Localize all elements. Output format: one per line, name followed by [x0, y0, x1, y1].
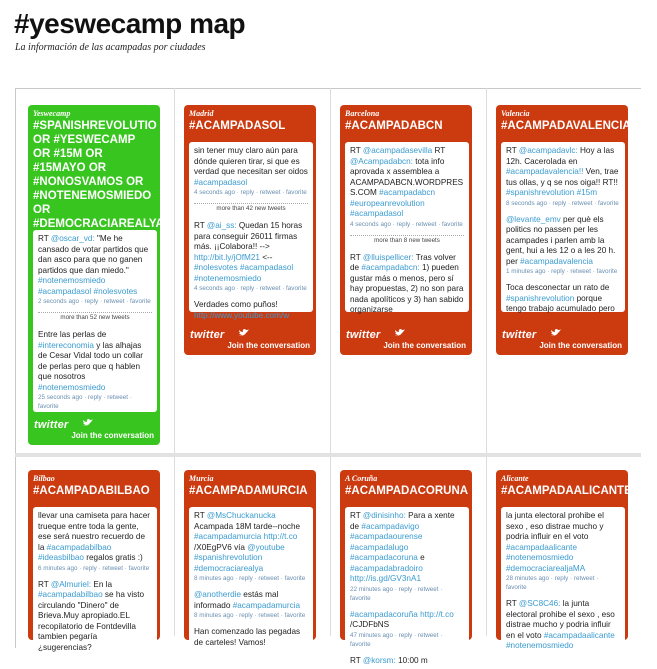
tweet-meta[interactable]: 4 seconds ago · reply · retweet · favorite	[194, 188, 308, 197]
tweet-link[interactable]: #spanishrevolution	[506, 188, 574, 197]
tweet-link[interactable]: #acampadacoruna	[350, 553, 418, 562]
widget-subtitle: Barcelona	[345, 108, 467, 119]
tweet-link[interactable]: @acampadasevilla	[363, 146, 432, 155]
widget-yeswecamp	[28, 105, 160, 445]
tweet-text: la junta electoral prohibe el sexo , eso distrae mucho y podria influir en el voto #acampadaalicante #notenemosmiedo #democraciarealjaMA	[506, 511, 620, 574]
tweet-link[interactable]: #15m	[577, 188, 597, 197]
twitter-logo[interactable]: twitter	[502, 329, 536, 341]
column-divider	[174, 88, 175, 636]
tweet	[189, 142, 313, 200]
tweet-link[interactable]: #acampadabcn:	[361, 263, 419, 272]
widget-subtitle: Murcia	[189, 473, 311, 484]
tweet-link[interactable]: @anotherdie	[194, 590, 241, 599]
widget-bilbao	[28, 470, 160, 640]
tweet-link[interactable]: @levante_emv	[506, 215, 561, 224]
tweet-link[interactable]: #europeanrevolution	[350, 199, 425, 208]
tweet-text: RT @acampadasevilla RT @Acampadabcn: tota info aprovada x assemblea a ACAMPADABCN.WORDPRESS.COM #acampadabcn #europeanrevolution #acampadasol	[350, 146, 464, 220]
tweet-link[interactable]: http://bit.ly/jOfM21	[194, 253, 260, 262]
tweet	[501, 595, 625, 655]
tweet	[33, 230, 157, 309]
tweet-text: Han comenzado las pegadas de carteles! Vamos!	[194, 627, 308, 648]
tweet-link[interactable]: #acampadalugo	[350, 543, 408, 552]
widget-coruna	[340, 470, 472, 640]
tweet-link[interactable]: #ideasbilbao	[38, 553, 84, 562]
widget-title-line[interactable]: #NOTENEMOSMIEDO	[33, 189, 155, 203]
twitter-bird-icon	[394, 328, 406, 338]
tweet-link[interactable]: @youtube	[247, 543, 284, 552]
tweet-link[interactable]: #acampadavigo	[361, 522, 419, 531]
tweet	[33, 326, 157, 414]
tweet-meta[interactable]: 4 seconds ago · reply · retweet · favorite	[350, 220, 464, 229]
tweet-text: RT @ai_ss: Quedan 15 horas para conseguir 26011 firmas más. ¡¡Colabora!! --> http://bit.ly/jOfM21 <-- #nolesvotes #acampadasol #notenemosmiedo	[194, 221, 308, 284]
tweet-text: RT @acampadavlc: Hoy a las 12h. Cacerolada en #acampadavalencia!! Ven, trae tus ollas, y q se nos oiga!! RT!! #spanishrevolution #15m	[506, 146, 620, 199]
column-divider	[330, 88, 331, 636]
tweet-link[interactable]: @korsm:	[363, 656, 396, 665]
tweet-list[interactable]	[345, 507, 469, 647]
tweet	[345, 507, 469, 606]
page-subtitle: La información de las acampadas por ciudades	[15, 42, 206, 53]
tweet-meta[interactable]: 6 minutes ago · reply · retweet · favorite	[38, 564, 152, 573]
tweet-text: RT @lluispellicer: Tras volver de #acampadabcn: 1) pueden gustar más o menos, pero sí hay propuestas, 2) no son para nada apolíticos y 3) han sabido organizarse	[350, 253, 464, 316]
tweet-text: @anotherdie estás mal informado #acampadamurcia	[194, 590, 308, 611]
tweet-link[interactable]: #acampadabilbao	[47, 543, 112, 552]
join-conversation-link[interactable]: Join the conversation	[71, 431, 154, 440]
tweet-meta[interactable]: 28 minutes ago · reply · retweet · favorite	[506, 574, 620, 592]
tweet-link[interactable]: #acampadaalicante	[544, 631, 615, 640]
tweet	[501, 211, 625, 280]
tweet-link[interactable]: #acampadamurcia	[194, 532, 261, 541]
tweet-link[interactable]: @acampadavlc:	[519, 146, 578, 155]
tweet-list[interactable]	[33, 230, 157, 412]
page-title: #yeswecamp map	[14, 8, 245, 40]
tweet-list[interactable]	[189, 507, 313, 647]
tweet	[189, 296, 313, 324]
widget-title[interactable]: #ACAMPADABILBAO	[33, 484, 155, 498]
tweet-link[interactable]: #acampadasol	[240, 263, 293, 272]
tweet-link[interactable]: #notenemosmiedo	[194, 274, 261, 283]
widget-subtitle: Valencia	[501, 108, 623, 119]
tweet-link[interactable]: http://is.gd/GV3nA1	[350, 574, 421, 583]
widget-footer	[340, 325, 472, 355]
tweet-link[interactable]: #acampadasol	[350, 209, 403, 218]
tweet-text: Entre las perlas de #intereconomia y las alhajas de Cesar Vidal todo un collar de perlas pero que q hablen que nosotros #notenemosmiedo	[38, 330, 152, 393]
tweet-link[interactable]: #acampadavalencia	[520, 257, 593, 266]
tweet-link[interactable]: #nolesvotes	[94, 287, 138, 296]
widget-title-line[interactable]: #NONOSVAMOS OR	[33, 175, 155, 189]
tweet	[189, 217, 313, 296]
tweet-link[interactable]: #acampadacoruña	[350, 610, 418, 619]
tweet-link[interactable]: http://www.youtube.com/w	[194, 311, 289, 320]
tweet-meta[interactable]: 8 seconds ago · reply · retweet · favorite	[506, 199, 620, 208]
widget-title[interactable]: #ACAMPADABCN	[345, 119, 467, 133]
tweet	[345, 606, 469, 652]
widget-footer	[496, 325, 628, 355]
tweet-link[interactable]: @lluispellicer:	[363, 253, 414, 262]
tweet-meta[interactable]: 4 seconds ago · reply · retweet · favorite	[194, 284, 308, 293]
twitter-logo[interactable]: twitter	[34, 419, 68, 431]
twitter-logo[interactable]: twitter	[190, 329, 224, 341]
widget-barcelona	[340, 105, 472, 355]
column-divider	[486, 88, 487, 636]
twitter-bird-icon	[550, 328, 562, 338]
widget-title[interactable]: #ACAMPADACORUNA	[345, 484, 467, 498]
join-conversation-link[interactable]: Join the conversation	[383, 341, 466, 350]
tweet-link[interactable]: #nolesvotes	[194, 263, 238, 272]
tweet	[33, 507, 157, 576]
join-conversation-link[interactable]: Join the conversation	[227, 341, 310, 350]
twitter-bird-icon	[238, 328, 250, 338]
widget-subtitle: Yeswecamp	[33, 108, 155, 119]
tweet-link[interactable]: #acampadamurcia	[233, 601, 300, 610]
tweet-link[interactable]: #acampadavalencia!!	[506, 167, 583, 176]
tweet-meta[interactable]: 1 minutes ago · reply · retweet · favorite	[506, 267, 620, 276]
tweet-text: RT @oscar_vd: "Me he cansado de votar partidos que dan asco para que no ganen partidos que dan miedo." #notenemosmiedo #acampadasol #nolesvotes	[38, 234, 152, 297]
tweet-link[interactable]: #spanishrevolution	[194, 553, 262, 562]
tweet-link[interactable]: @Almuriel:	[51, 580, 91, 589]
tweet-text: Verdades como puños! http://www.youtube.com/w	[194, 300, 308, 321]
tweet-link[interactable]: #notenemosmiedo	[38, 276, 105, 285]
tweet-link[interactable]: #democraciarealjaMA	[506, 564, 585, 573]
tweet-link[interactable]: #acampadasol	[194, 178, 247, 187]
widget-title-line[interactable]: #DEMOCRACIAREALYA	[33, 217, 155, 231]
more-tweets-link[interactable]: more than 52 new tweets	[38, 312, 152, 323]
tweet-link[interactable]: @SC8C46:	[519, 599, 561, 608]
tweet-link[interactable]: @ai_ss:	[207, 221, 237, 230]
tweet-link[interactable]: #acampadabradoiro	[350, 564, 423, 573]
widget-footer	[28, 415, 160, 445]
tweet-link[interactable]: #acampadabilbao	[38, 590, 103, 599]
widget-alicante	[496, 470, 628, 640]
tweet-list[interactable]	[501, 142, 625, 312]
tweet-list[interactable]	[33, 507, 157, 647]
tweet-link[interactable]: @MsChuckanucka	[207, 511, 276, 520]
join-conversation-link[interactable]: Join the conversation	[539, 341, 622, 350]
tweet	[501, 142, 625, 211]
tweet-text: sin tener muy claro aún para dónde quieren tirar, si que es verdad que necesitan ser oidos #acampadasol	[194, 146, 308, 188]
tweet-link[interactable]: #intereconomia	[38, 341, 94, 350]
tweet-text: RT @SC8C46: la junta electoral prohibe el sexo , eso distrae mucho y podria influir en el voto #acampadaalicante #notenemosmiedo	[506, 599, 620, 652]
widget-title-line[interactable]: #SPANISHREVOLUTIO	[33, 119, 155, 133]
widget-valencia	[496, 105, 628, 355]
row-divider	[15, 453, 641, 457]
widget-subtitle: A Coruña	[345, 473, 467, 484]
tweet-link[interactable]: #acampadaourense	[350, 532, 422, 541]
tweet-link[interactable]: #acampadasol	[38, 287, 91, 296]
tweet	[345, 652, 469, 669]
widget-subtitle: Bilbao	[33, 473, 155, 484]
tweet	[501, 279, 625, 318]
tweet-list[interactable]	[189, 142, 313, 312]
tweet-link[interactable]: #acampadabcn	[379, 188, 435, 197]
tweet	[345, 249, 469, 319]
widget-murcia	[184, 470, 316, 640]
tweet-list[interactable]	[345, 142, 469, 312]
widget-subtitle: Alicante	[501, 473, 623, 484]
widget-title[interactable]: #ACAMPADASOL	[189, 119, 311, 133]
widget-subtitle: Madrid	[189, 108, 311, 119]
tweet	[189, 586, 313, 623]
widget-title[interactable]: #ACAMPADAMURCIA	[189, 484, 311, 498]
tweet-text: RT @dinisinho: Para a xente de #acampadavigo #acampadaourense #acampadalugo #acampadacoruna e #acampadabradoiro http://is.gd/GV3nA1	[350, 511, 464, 585]
tweet	[33, 576, 157, 657]
tweet-list[interactable]	[501, 507, 625, 647]
tweet-link[interactable]: @dinisinho:	[363, 511, 406, 520]
widget-title-line[interactable]: OR	[33, 203, 155, 217]
tweet-link[interactable]: #notenemosmiedo	[506, 553, 573, 562]
tweet	[501, 507, 625, 595]
tweet-text: #acampadacoruña http://t.co /CJDFbNS	[350, 610, 464, 631]
tweet-text: @levante_emv per què els politics no passen per les acampades i parlen amb la gent, hui a les 12 o a les 20 h. per #acampadavalencia	[506, 215, 620, 268]
tweet-meta[interactable]: 2 seconds ago · reply · retweet · favorite	[38, 297, 152, 306]
widget-footer	[184, 325, 316, 355]
tweet-link[interactable]: http://t.co	[420, 610, 454, 619]
widget-madrid	[184, 105, 316, 355]
tweet-text: RT @korsm: 10:00 m	[350, 656, 464, 667]
tweet	[189, 507, 313, 586]
widget-title-line[interactable]: #15MAYO OR	[33, 161, 155, 175]
widget-title[interactable]: #ACAMPADAALICANTE	[501, 484, 623, 498]
widget-title-line[interactable]: OR #YESWECAMP	[33, 133, 155, 147]
tweet-link[interactable]: #acampadaalicante	[506, 543, 577, 552]
tweet-meta[interactable]: 25 seconds ago · reply · retweet · favorite	[38, 393, 152, 411]
tweet-text: RT @MsChuckanucka Acampada 18M tarde--noche #acampadamurcia http://t.co /X0EgPV6 vía @youtube #spanishrevolution #democraciarealya	[194, 511, 308, 574]
tweet-link[interactable]: #democraciarealya	[194, 564, 263, 573]
widget-title-line[interactable]: OR #15M OR	[33, 147, 155, 161]
tweet-meta[interactable]: 8 minutes ago · reply · retweet · favorite	[194, 574, 308, 583]
tweet	[189, 623, 313, 651]
tweet-meta[interactable]: 47 minutes ago · reply · retweet · favorite	[350, 631, 464, 649]
tweet-link[interactable]: #notenemosmiedo	[38, 383, 105, 392]
twitter-logo[interactable]: twitter	[346, 329, 380, 341]
more-tweets-link[interactable]: more than 42 new tweets	[194, 203, 308, 214]
twitter-bird-icon	[82, 418, 94, 428]
tweet-meta[interactable]: 8 minutes ago · reply · retweet · favorite	[194, 611, 308, 620]
tweet-link[interactable]: #spanishrevolution	[506, 294, 574, 303]
tweet-link[interactable]: #notenemosmiedo	[506, 641, 573, 650]
tweet-text: Toca desconectar un rato de #spanishrevolution porque tengo trabajo acumulado pero	[506, 283, 620, 315]
tweet-text: RT @Almuriel: En la #acampadabilbao se ha visto circulando "Dinero" de Brieva.Muy apropiado.EL recopilatorio de Fontdevilla tambien pegaría ¿sugerencias?	[38, 580, 152, 654]
tweet-link[interactable]: @oscar_vd:	[51, 234, 95, 243]
widget-title[interactable]: #ACAMPADAVALENCIA	[501, 119, 623, 133]
tweet	[345, 142, 469, 232]
more-tweets-link[interactable]: more than 8 new tweets	[350, 235, 464, 246]
tweet-link[interactable]: @Acampadabcn:	[350, 157, 413, 166]
tweet-text: llevar una camiseta para hacer trueque entre toda la gente, ese será nuestro recuerdo de la #acampadabilbao #ideasbilbao regalos gratis :)	[38, 511, 152, 564]
tweet-meta[interactable]: 22 minutes ago · reply · retweet · favorite	[350, 585, 464, 603]
tweet-link[interactable]: http://t.co	[264, 532, 298, 541]
